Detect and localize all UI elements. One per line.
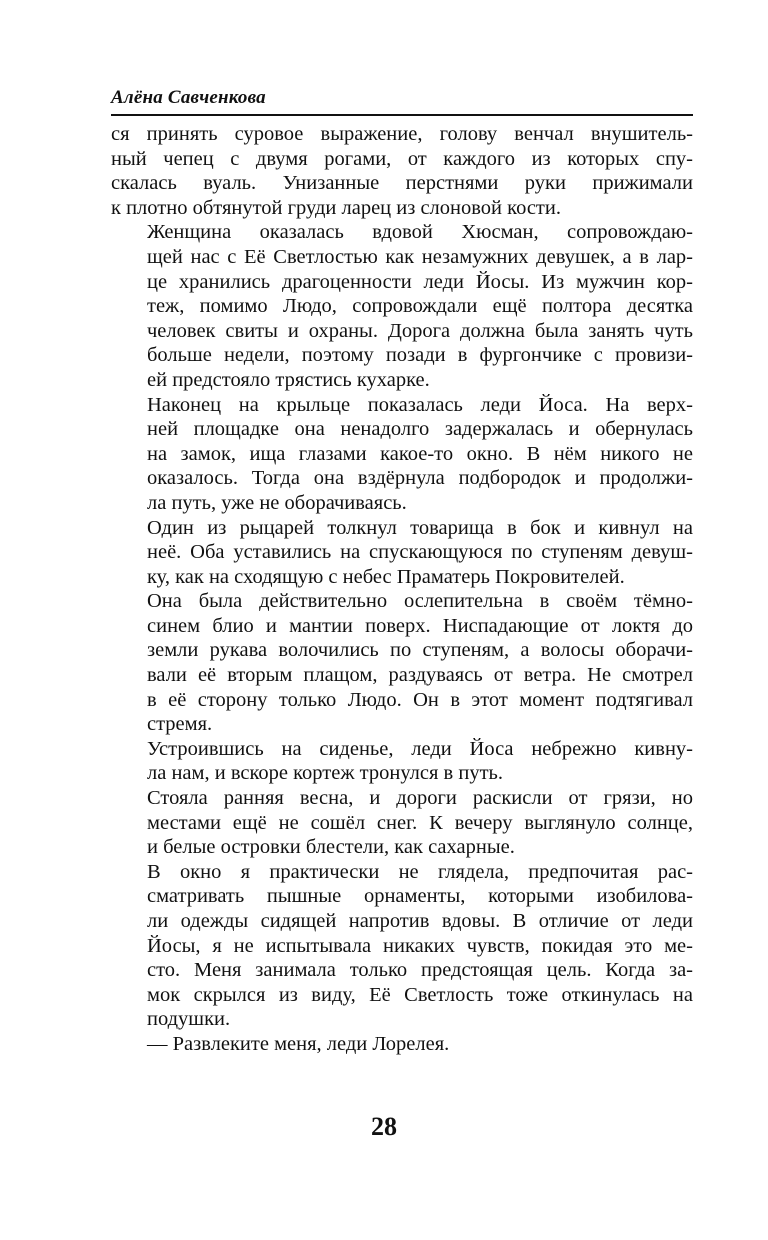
text-line: Она была действительно ослепительна в своём тёмно- [147,590,693,613]
text-line: на замок, ища глазами какое-то окно. В нём никого не [147,442,693,465]
paragraph [111,786,693,860]
text-line: Женщина оказалась вдовой Хюсман, сопровождаю- [147,221,693,244]
text-line: неё. Оба уставились на спускающуюся по ступеням девуш- [147,541,693,564]
body-text [111,122,693,1057]
text-line: и белые островки блестели, как сахарные. [147,836,515,859]
text-line: ла путь, уже не оборачиваясь. [147,491,407,514]
text-line: Йосы, я не испытывала никаких чувств, покидая это ме- [147,934,693,957]
text-line: к плотно обтянутой груди ларец из слоновой кости. [111,196,561,219]
book-page [111,86,693,1057]
text-line: подушки. [147,1008,231,1031]
text-line: сто. Меня занимала только предстоящая цель. Когда за- [147,959,693,982]
text-line: ный чепец с двумя рогами, от каждого из которых спу- [111,147,693,170]
text-line: ку, как на сходящую с небес Праматерь Покровителей. [147,565,625,588]
text-line: больше недели, поэтому позади в фургончике с провизи- [147,344,693,367]
text-line: Наконец на крыльце показалась леди Йоса. На верх- [147,393,693,416]
text-line: — Развлеките меня, леди Лорелея. [147,1032,450,1055]
text-line: ли одежды сидящей напротив вдовы. В отличие от леди [147,910,693,932]
text-line: местами ещё не сошёл снег. К вечеру выглянуло солнце, [147,811,693,834]
text-line: ла нам, и вскоре кортеж тронулся в путь. [147,762,504,785]
text-line: Стояла ранняя весна, и дороги раскисли от грязи, но [147,787,693,810]
text-line: В окно я практически не глядела, предпочитая рас- [147,860,693,883]
text-line: ся принять суровое выражение, голову венчал внушитель- [111,123,693,145]
text-line: мок скрылся из виду, Её Светлость тоже откинулась на [147,983,693,1006]
text-line: Один из рыцарей толкнул товарища в бок и кивнул на [147,516,693,539]
text-line: щей нас с Её Светлостью как незамужних девушек, а в лар- [147,245,693,268]
text-line: теж, помимо Людо, сопровождали ещё полтора десятка [147,295,693,318]
paragraph [111,1032,693,1057]
text-line: в её сторону только Людо. Он в этот момент подтягивал [147,688,693,711]
paragraph [111,860,693,1032]
text-line: человек свиты и охраны. Дорога должна была занять чуть [147,319,693,342]
text-line: скалась вуаль. Унизанные перстнями руки прижимали [111,172,693,195]
paragraph [111,589,693,737]
paragraph [111,516,693,590]
page-number: 28 [371,1112,397,1141]
text-line: земли рукава волочились по ступеням, а волосы оборачи- [147,639,693,662]
paragraph [111,737,693,786]
text-line: сматривать пышные орнаменты, которыми изобилова- [147,885,693,908]
text-line: оказалось. Тогда она вздёрнула подбородок и продолжи- [147,467,693,490]
text-line: ей предстояло трястись кухарке. [147,368,430,391]
text-line: Устроившись на сиденье, леди Йоса небрежно кивну- [147,737,693,760]
running-head-author: Алёна Савченкова [111,86,693,116]
paragraph [111,122,693,220]
paragraph [111,393,693,516]
text-line: синем блио и мантии поверх. Ниспадающие от локтя до [147,614,693,637]
text-line: ней площадке она ненадолго задержалась и обернулась [147,418,693,441]
text-line: вали её вторым плащом, раздуваясь от ветра. Не смотрел [147,664,693,687]
text-line: стремя. [147,713,213,736]
paragraph [111,220,693,392]
text-line: це хранились драгоценности леди Йосы. Из мужчин кор- [147,270,693,293]
